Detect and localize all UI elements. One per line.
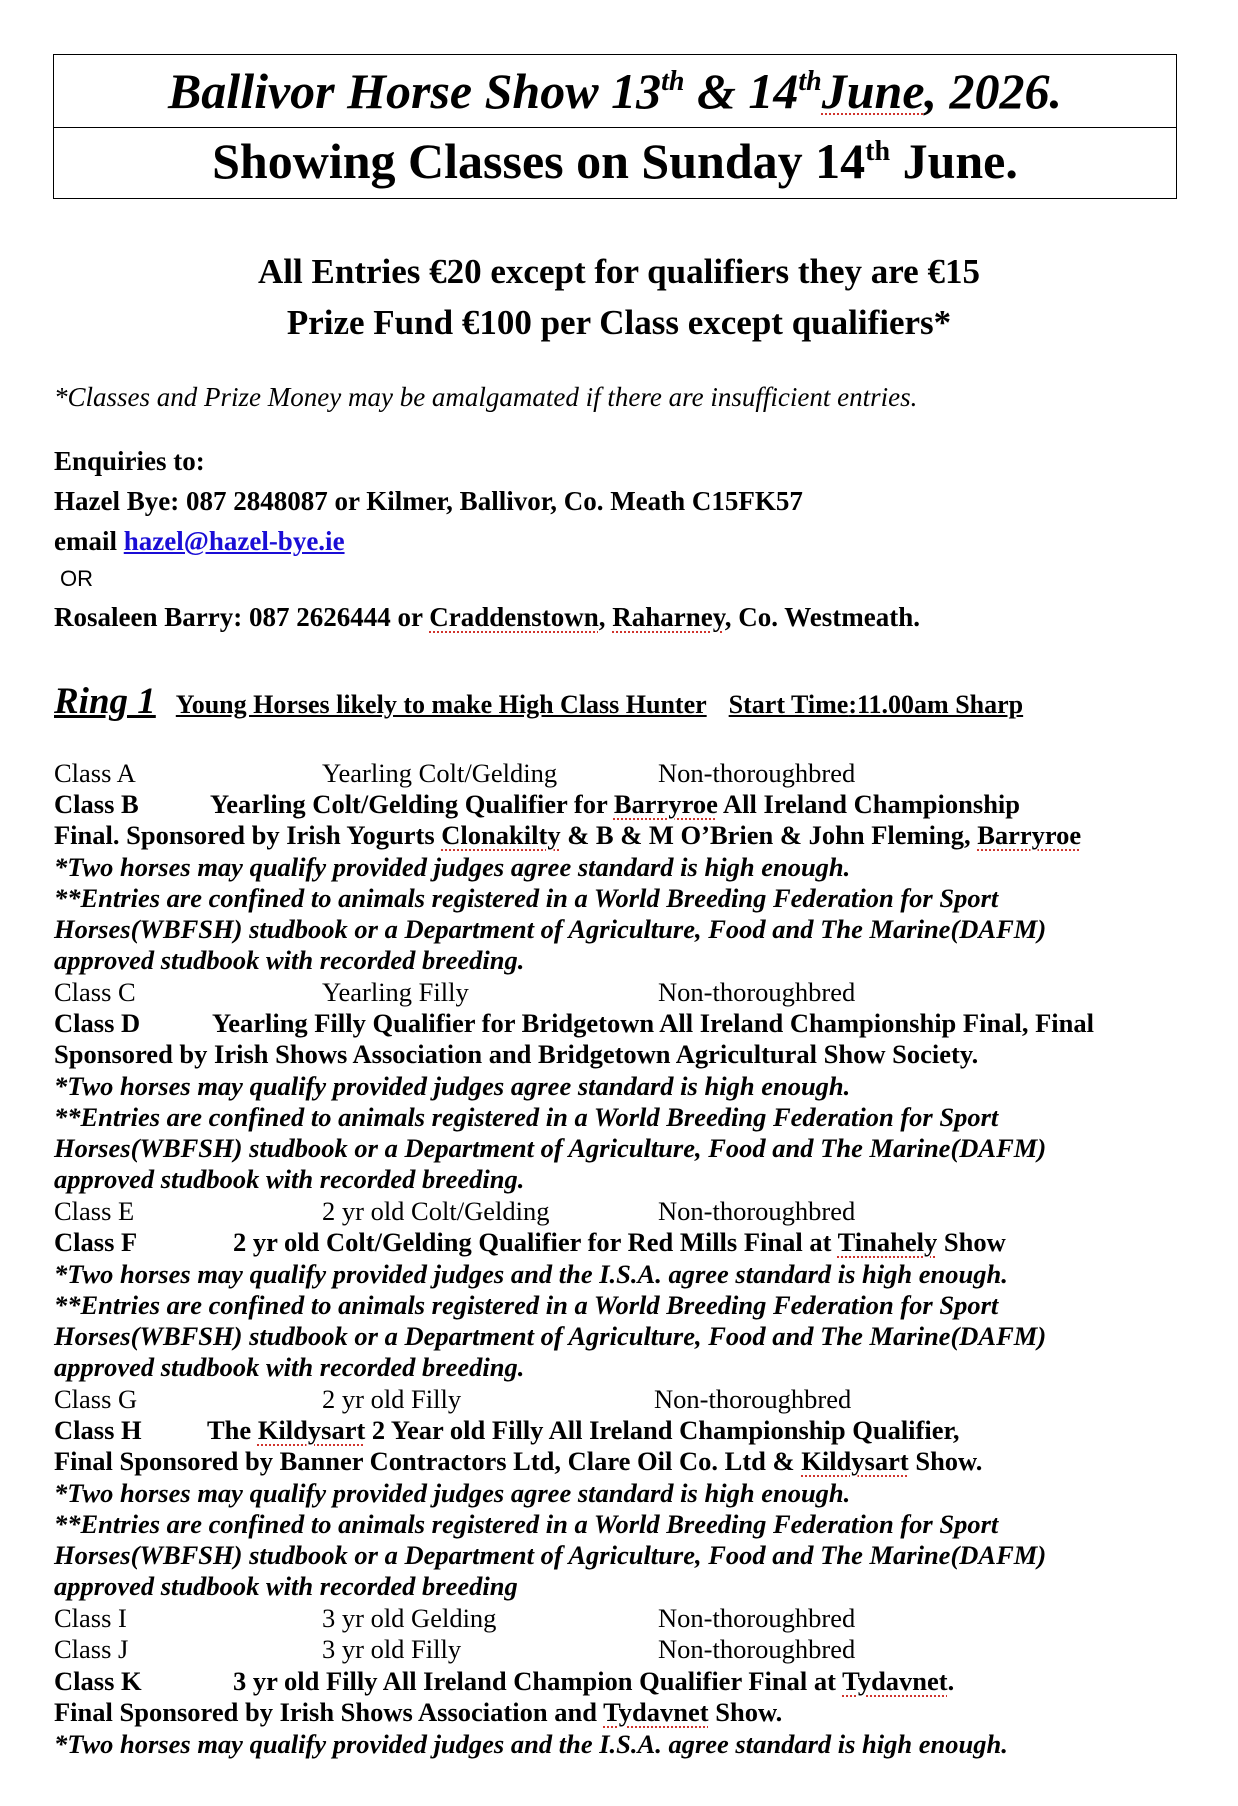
class-d-note-4: approved studbook with recorded breeding. (54, 1164, 525, 1194)
show-title: Ballivor Horse Show 13th & 14thJune, 2026. (54, 55, 1176, 128)
class-b-note-3: Horses(WBFSH) studbook or a Department of Agriculture, Food and The Marine(DAFM) (54, 914, 1047, 944)
class-k-sponsor: Final Sponsored by Irish Shows Association and Tydavnet Show. (54, 1697, 783, 1727)
entries-fee-heading: All Entries €20 except for qualifiers they are €15 (258, 252, 980, 291)
class-f-note-1: *Two horses may qualify provided judges and the I.S.A. agree standard is high enough. (54, 1259, 1008, 1289)
ring-heading (54, 680, 1023, 723)
class-d-note-2: **Entries are confined to animals registered in a World Breeding Federation for Sport (54, 1102, 999, 1132)
class-h-note-2: **Entries are confined to animals registered in a World Breeding Federation for Sport (54, 1509, 999, 1539)
title-box (53, 54, 1177, 199)
class-h-note-3: Horses(WBFSH) studbook or a Department of Agriculture, Food and The Marine(DAFM) (54, 1540, 1047, 1570)
class-k-note-1: *Two horses may qualify provided judges and the I.S.A. agree standard is high enough. (54, 1729, 1008, 1759)
class-f-note-4: approved studbook with recorded breeding. (54, 1352, 525, 1382)
class-d-sponsor: Sponsored by Irish Shows Association and Bridgetown Agricultural Show Society. (54, 1039, 979, 1069)
prize-fund-heading: Prize Fund €100 per Class except qualifiers* (286, 303, 952, 342)
class-b-note-2: **Entries are confined to animals registered in a World Breeding Federation for Sport (54, 883, 999, 913)
or-separator: OR (60, 566, 93, 591)
class-f-note-3: Horses(WBFSH) studbook or a Department of Agriculture, Food and The Marine(DAFM) (54, 1321, 1047, 1351)
class-f-note-2: **Entries are confined to animals registered in a World Breeding Federation for Sport (54, 1290, 999, 1320)
show-subtitle: Showing Classes on Sunday 14th June. (212, 133, 1018, 189)
ring-title: Ring 1 (54, 681, 156, 722)
class-h-note-4: approved studbook with recorded breeding (54, 1571, 518, 1601)
enquiries-heading: Enquiries to: (54, 446, 205, 476)
contact-rosaleen: Rosaleen Barry: 087 2626444 or Craddenstown, Raharney, Co. Westmeath. (54, 602, 921, 632)
class-d-note-3: Horses(WBFSH) studbook or a Department of Agriculture, Food and The Marine(DAFM) (54, 1133, 1047, 1163)
class-h-sponsor: Final Sponsored by Banner Contractors Ltd, Clare Oil Co. Ltd & Kildysart Show. (54, 1446, 983, 1476)
start-time: Start Time:11.00am Sharp (728, 690, 1024, 719)
class-d-note-1: *Two horses may qualify provided judges agree standard is high enough. (54, 1071, 851, 1101)
class-b-note-1: *Two horses may qualify provided judges agree standard is high enough. (54, 852, 851, 882)
class-b-note-4: approved studbook with recorded breeding. (54, 945, 525, 975)
class-h-note-1: *Two horses may qualify provided judges agree standard is high enough. (54, 1478, 851, 1508)
contact-hazel: Hazel Bye: 087 2848087 or Kilmer, Ballivor, Co. Meath C15FK57 (54, 486, 803, 516)
ring-subtitle: Young Horses likely to make High Class Hunter (175, 690, 707, 719)
email-link[interactable]: hazel@hazel-bye.ie (123, 526, 345, 556)
email-line: email hazel@hazel-bye.ie (54, 526, 345, 556)
class-b-sponsor: Final. Sponsored by Irish Yogurts Clonakilty & B & M O’Brien & John Fleming, Barryroe (54, 820, 1082, 850)
amalgamation-note: *Classes and Prize Money may be amalgamated if there are insufficient entries. (54, 382, 918, 412)
